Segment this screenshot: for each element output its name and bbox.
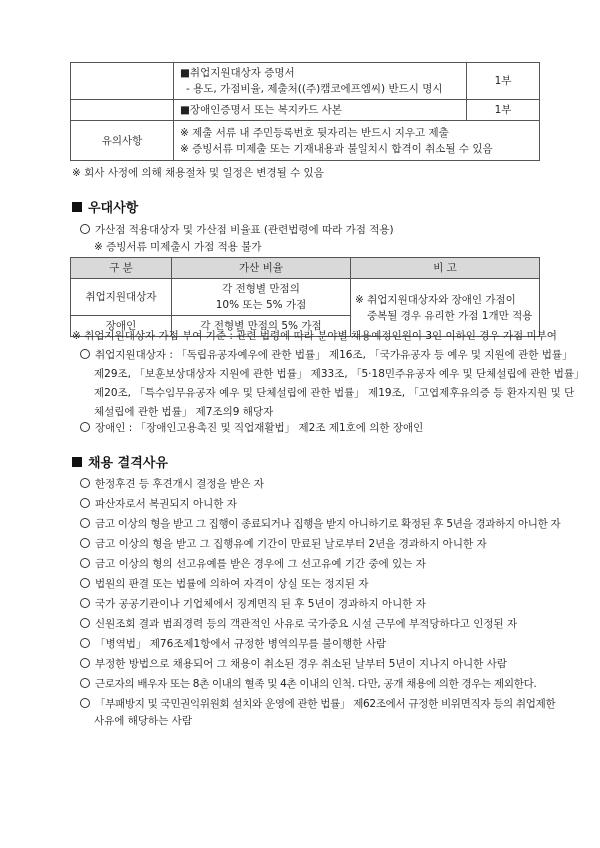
row-veteran-label: 취업지원대상자 [71,279,172,316]
row-veteran-rate-line2: 10% 또는 5% 가점 [215,299,307,311]
disabled-law-text: 장애인 : 「장애인고용촉진 및 직업재활법」 제2조 제1호에 의한 장애인 [95,422,424,434]
circle-bullet-icon [80,678,90,688]
item-text: 부정한 방법으로 채용되어 그 채용이 취소된 경우 취소된 날부터 5년이 지나지 아니한 사람 [95,658,507,670]
section-disqualification [72,452,168,471]
veteran-cert-count: 1부 [467,63,540,100]
veteran-cert-cell [174,63,467,100]
circle-bullet-icon [80,578,90,588]
item-text: 법원의 판결 또는 법률에 의하여 자격이 상실 또는 정지된 자 [95,578,369,590]
disqualification-item [80,676,536,691]
row-disabled-rate: 각 전형별 만점의 5% 가점 [172,316,351,337]
disqualification-item [80,616,517,631]
header-category: 구 분 [71,258,172,279]
veteran-law-line3: 제20조, 「특수임무유공자 예우 및 단체설립에 관한 법률」 제19조, 「고엽제후유의증 등 환자지원 및 단 [94,387,575,399]
circle-bullet-icon [80,422,90,432]
item-text: 금고 이상의 형의 선고유예를 받은 경우에 그 선고유예 기간 중에 있는 자 [95,558,426,570]
schedule-note: ※ 회사 사정에 의해 채용절차 및 일정은 변경될 수 있음 [72,167,324,179]
blank-cell [71,63,174,100]
disabled-law [80,420,423,435]
disqualification-item [80,556,426,571]
disqualification-item-cont: 사유에 해당하는 사람 [94,715,192,727]
row-veteran-rate-line1: 각 전형별 만점의 [222,283,300,295]
item-text: 신원조회 결과 범죄경력 등의 객관적인 사유로 국가중요 시설 근무에 부적당하다고 인정된 자 [95,618,518,630]
notes-cell [174,121,540,161]
circle-bullet-icon [80,638,90,648]
veteran-law-line4: 체설립에 관한 법률」 제7조의9 해당자 [94,406,274,418]
section-disqualification-title: 채용 결격사유 [88,456,168,471]
veteran-law-text1: 취업지원대상자 : 「독립유공자예우에 관한 법률」 제16조, 「국가유공자 등 예우 및 지원에 관한 법률」 [95,349,573,361]
square-bullet-icon [72,202,82,212]
circle-bullet-icon [80,518,90,528]
item-text: 한정후견 등 후견개시 결정을 받은 자 [95,478,264,490]
veteran-law-line2: 제29조, 「보훈보상대상자 지원에 관한 법률」 제33조, 「5·18민주유공자 예우 및 단체설립에 관한 법률」 [94,368,585,380]
square-bullet-icon [72,457,82,467]
disqualification-item [80,536,487,551]
circle-bullet-icon [80,598,90,608]
veteran-law-line1 [80,347,573,362]
notes-line-2: ※ 증빙서류 미제출 또는 기재내용과 불일치시 합격이 취소될 수 있음 [180,142,493,155]
item-text: 근로자의 배우자 또는 8촌 이내의 혈족 및 4촌 이내의 인척. 다만, 공개 채용에 의한 경우는 제외한다. [95,678,537,690]
disqualification-item [80,656,507,671]
header-remark: 비 고 [351,258,540,279]
circle-bullet-icon [80,349,90,359]
item-text: 파산자로서 복권되지 아니한 자 [95,498,237,510]
documents-table [70,62,540,161]
bonus-criteria-note: ※ 취업지원대상자 가점 부여 기준 : 관련 법령에 따라 분야별 채용예정인원이 3인 이하인 경우 가점 미부여 [72,330,557,342]
disqualification-item [80,476,264,491]
circle-bullet-icon [80,478,90,488]
circle-bullet-icon [80,224,90,234]
row-veteran-rate [172,279,351,316]
item-text: 국가 공공기관이나 기업체에서 징계면직 된 후 5년이 경과하지 아니한 자 [95,598,426,610]
circle-bullet-icon [80,618,90,628]
blank-cell [71,100,174,121]
item-text: 금고 이상의 형을 받고 그 집행이 종료되거나 집행을 받지 아니하기로 확정된 후 5년을 경과하지 아니한 자 [95,518,561,530]
row-disabled-label: 장애인 [71,316,172,337]
disability-cert-cell: ■장애인증명서 또는 복지카드 사본 [174,100,467,121]
remark-line2: 중복될 경우 유리한 가점 1개만 적용 [367,309,533,322]
item-text: 「부패방지 및 국민권익위원회 설치와 운영에 관한 법률」 제62조에서 규정한 비위면직자 등의 취업제한 [95,698,556,710]
circle-bullet-icon [80,498,90,508]
preference-item [80,222,394,237]
preference-subnote: ※ 증빙서류 미제출시 가점 적용 불가 [94,241,262,253]
circle-bullet-icon [80,558,90,568]
disability-cert-count: 1부 [467,100,540,121]
circle-bullet-icon [80,658,90,668]
section-preference [72,197,138,216]
remark-line1: ※ 취업지원대상자와 장애인 가점이 [355,293,516,306]
notes-label: 유의사항 [71,121,174,161]
header-rate: 가산 비율 [172,258,351,279]
circle-bullet-icon [80,538,90,548]
circle-bullet-icon [80,698,90,708]
preference-item-text: 가산점 적용대상자 및 가산점 비율표 (관련법령에 따라 가점 적용) [95,224,394,236]
section-preference-title: 우대사항 [88,201,139,216]
disqualification-item [80,496,237,511]
veteran-cert-desc: - 용도, 가점비율, 제출처((주)캠코에프엠씨) 반드시 명시 [186,83,443,95]
disqualification-item [80,636,386,651]
disqualification-item [80,576,368,591]
disqualification-item [80,516,560,531]
item-text: 금고 이상의 형을 받고 그 집행유예 기간이 만료된 날로부터 2년을 경과하지 아니한 자 [95,538,487,550]
veteran-cert-title: ■취업지원대상자 증명서 [180,67,295,79]
item-text: 「병역법」 제76조제1항에서 규정한 병역의무를 불이행한 사람 [95,638,387,650]
disqualification-item [80,696,555,711]
notes-line-1: ※ 제출 서류 내 주민등록번호 뒷자리는 반드시 지우고 제출 [180,126,449,139]
bonus-table [70,257,540,337]
disqualification-item [80,596,426,611]
